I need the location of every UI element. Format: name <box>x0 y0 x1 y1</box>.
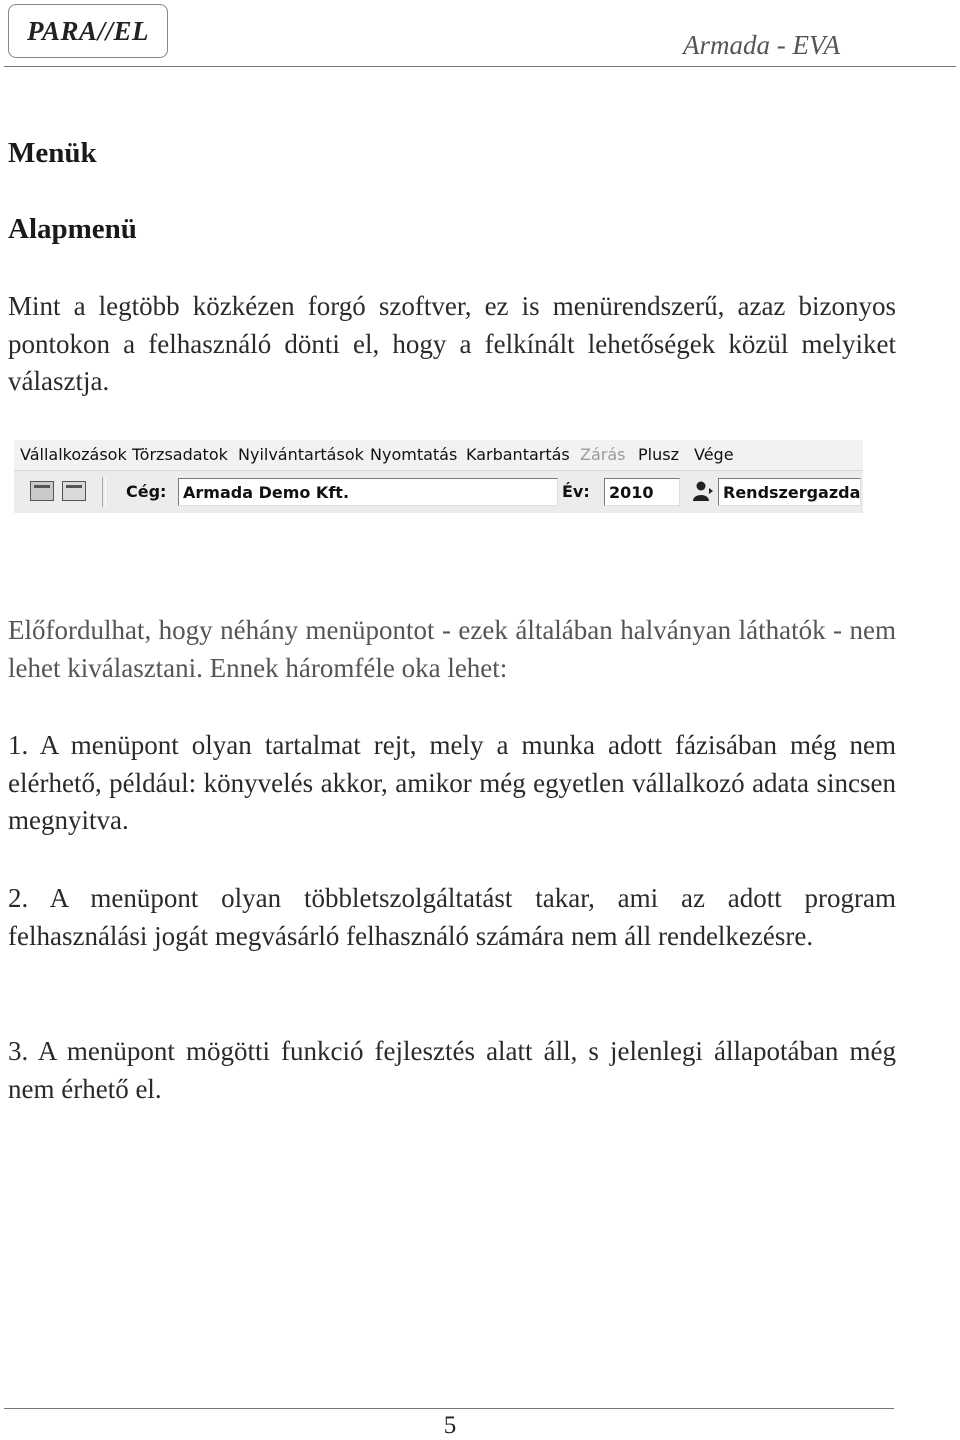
menu-item-nyomtatas[interactable]: Nyomtatás <box>370 445 458 464</box>
toolbar-separator <box>102 477 106 507</box>
app-menu-screenshot <box>14 440 863 512</box>
app-toolbar <box>14 470 863 513</box>
year-label: Év: <box>562 482 590 501</box>
company-label: Cég: <box>126 482 167 501</box>
user-icon[interactable] <box>692 480 714 502</box>
logo <box>8 4 168 58</box>
footer-divider <box>4 1408 894 1409</box>
disabled-items-note: Előfordulhat, hogy néhány menüpontot - ezek általában halványan láthatók - nem lehet kiválasztani. Ennek háromféle oka lehet: <box>8 615 896 683</box>
menu-item-vege[interactable]: Vége <box>694 445 734 464</box>
print-icon[interactable] <box>62 481 86 501</box>
menu-item-karbantartas[interactable]: Karbantartás <box>466 445 570 464</box>
menu-item-nyilvantartasok[interactable]: Nyilvántartások <box>238 445 364 464</box>
app-menubar <box>14 440 863 470</box>
calculator-icon[interactable] <box>30 481 54 501</box>
subsection-heading-basic-menu: Alapmenü <box>8 213 137 245</box>
menu-item-vallalkozasok[interactable]: Vállalkozások <box>20 445 127 464</box>
user-field[interactable]: Rendszergazda <box>718 478 861 506</box>
menu-item-zaras: Zárás <box>580 445 626 464</box>
company-field[interactable]: Armada Demo Kft. <box>178 478 558 506</box>
header-title: Armada - EVA <box>683 30 840 60</box>
menu-item-torzsadatok[interactable]: Törzsadatok <box>132 445 228 464</box>
header-divider <box>4 66 956 67</box>
year-field[interactable]: 2010 <box>604 478 680 506</box>
reason-1: 1. A menüpont olyan tartalmat rejt, mely a munka adott fázisában még nem elérhető, például: könyvelés akkor, amikor még egyetlen vállalkozó adata sincsen megnyitva. <box>8 730 896 835</box>
page-number: 5 <box>443 1412 457 1439</box>
menu-item-plusz[interactable]: Plusz <box>638 445 679 464</box>
section-heading-menus: Menük <box>8 137 97 169</box>
intro-paragraph: Mint a legtöbb közkézen forgó szoftver, ez is menürendszerű, azaz bizonyos pontokon a felhasználó dönti el, hogy a felkínált lehetőségek közül melyiket választja. <box>8 291 896 396</box>
logo-text: PARA//EL <box>26 15 150 46</box>
reason-2: 2. A menüpont olyan többletszolgáltatást takar, ami az adott program felhasználási jogát megvásárló felhasználó számára nem áll rendelkezésre. <box>8 883 896 951</box>
reason-3: 3. A menüpont mögötti funkció fejlesztés alatt áll, s jelenlegi állapotában még nem érhető el. <box>8 1036 896 1104</box>
